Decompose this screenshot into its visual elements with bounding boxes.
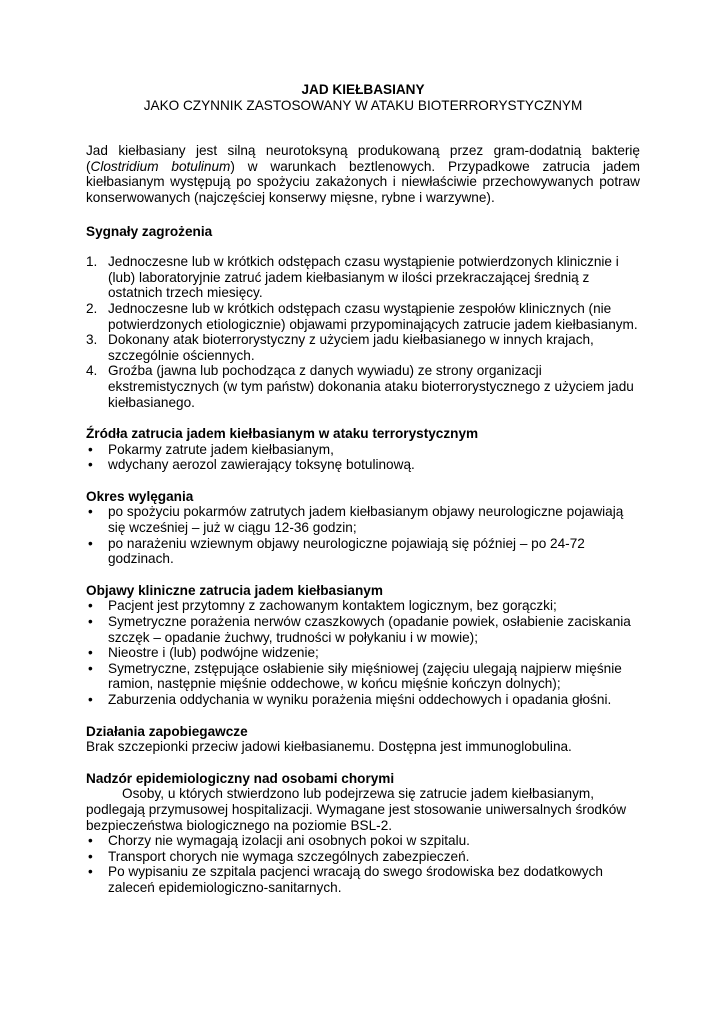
prevention-paragraph: Brak szczepionki przeciw jadowi kiełbasianemu. Dostępna jest immunoglobulina. bbox=[86, 739, 572, 755]
section-heading-incubation: Okres wylęgania bbox=[86, 488, 194, 504]
list-item bbox=[86, 536, 640, 567]
list-item bbox=[86, 833, 640, 849]
bullet-icon: • bbox=[88, 457, 93, 473]
section-heading-prevention: Działania zapobiegawcze bbox=[86, 723, 248, 739]
list-item-text: Symetryczne, zstępujące osłabienie siły mięśniowej (zajęciu ulegają najpierw mięśnie ramion, następnie mięśnie oddechowe, w końcu mięśnie kończyn dolnych); bbox=[108, 660, 622, 692]
section-heading-sources: Źródła zatrucia jadem kiełbasianym w ataku terrorystycznym bbox=[86, 426, 479, 442]
bullet-icon: • bbox=[88, 848, 93, 864]
list-number: 3. bbox=[86, 332, 98, 348]
section-heading-symptoms: Objawy kliniczne zatrucia jadem kiełbasianym bbox=[86, 582, 383, 598]
list-item-text: Groźba (jawna lub pochodząca z danych wywiadu) ze strony organizacji ekstremistycznych (w tym państw) dokonania ataku bioterrorystycznego z użyciem jadu kiełbasianego. bbox=[108, 363, 634, 410]
list-item bbox=[86, 332, 640, 363]
bullet-icon: • bbox=[88, 864, 93, 880]
list-item bbox=[86, 457, 640, 473]
section-heading-warning-signs: Sygnały zagrożenia bbox=[86, 223, 213, 239]
sources-list bbox=[86, 442, 640, 473]
list-item-text: Transport chorych nie wymaga szczególnych zabezpieczeń. bbox=[108, 848, 470, 864]
bullet-icon: • bbox=[88, 504, 93, 520]
list-item-text: Pokarmy zatrute jadem kiełbasianym, bbox=[108, 441, 334, 457]
list-item bbox=[86, 504, 640, 535]
list-item-text: Jednoczesne lub w krótkich odstępach czasu wystąpienie zespołów klinicznych (nie potwierdzonych etiologicznie) objawami przypominających zatrucie jadem kiełbasianym. bbox=[108, 300, 638, 332]
list-item bbox=[86, 598, 640, 614]
list-item bbox=[86, 442, 640, 458]
bullet-icon: • bbox=[88, 833, 93, 849]
surveillance-paragraph: Osoby, u których stwierdzono lub podejrzewa się zatrucie jadem kiełbasianym, podlegają przymusowej hospitalizacji. Wymagane jest stosowanie uniwersalnych środków bezpieczeństwa biologicznego na poziomie BSL-2. bbox=[86, 786, 627, 833]
list-item bbox=[86, 692, 640, 708]
list-item-text: Nieostre i (lub) podwójne widzenie; bbox=[108, 645, 319, 661]
document-subtitle: JAKO CZYNNIK ZASTOSOWANY W ATAKU BIOTERRORYSTYCZNYM bbox=[143, 97, 583, 113]
bullet-icon: • bbox=[88, 598, 93, 614]
intro-paragraph bbox=[86, 143, 640, 205]
document-title: JAD KIEŁBASIANY bbox=[301, 82, 425, 97]
list-number: 4. bbox=[86, 363, 98, 379]
list-item-text: Po wypisaniu ze szpitala pacjenci wracają do swego środowiska bez dodatkowych zaleceń epidemiologiczno-sanitarnych. bbox=[108, 864, 603, 895]
incubation-list bbox=[86, 504, 640, 566]
list-item bbox=[86, 849, 640, 865]
intro-species-name: Clostridium botulinum bbox=[90, 158, 231, 174]
list-item-text: wdychany aerozol zawierający toksynę botulinową. bbox=[108, 457, 415, 473]
list-item bbox=[86, 363, 640, 410]
surveillance-list bbox=[86, 833, 640, 895]
section-heading-surveillance: Nadzór epidemiologiczny nad osobami chorymi bbox=[86, 770, 395, 786]
list-item-text: Symetryczne porażenia nerwów czaszkowych (opadanie powiek, osłabienie zaciskania szczęk – opadanie żuchwy, trudności w połykaniu i w mowie); bbox=[108, 614, 631, 645]
intro-text-start: Jad kiełbasiany jest silną neurotoksyną produkowaną przez gram-dodatnią bakterię ( bbox=[86, 143, 640, 174]
bullet-icon: • bbox=[88, 660, 93, 676]
symptoms-list bbox=[86, 598, 640, 707]
bullet-icon: • bbox=[88, 645, 93, 661]
bullet-icon: • bbox=[88, 692, 93, 707]
list-number: 2. bbox=[86, 300, 98, 316]
list-item bbox=[86, 864, 640, 895]
document-page bbox=[86, 82, 640, 896]
list-item-text: po narażeniu wziewnym objawy neurologiczne pojawiają się później – po 24-72 godzinach. bbox=[108, 535, 585, 567]
list-item bbox=[86, 254, 640, 301]
list-item-text: Chorzy nie wymagają izolacji ani osobnych pokoi w szpitalu. bbox=[108, 833, 470, 849]
list-item-text: Zaburzenia oddychania w wyniku porażenia mięśni oddechowych i opadania głośni. bbox=[108, 692, 612, 707]
intro-text-end: ) w warunkach beztlenowych. Przypadkowe zatrucia jadem kiełbasianym występują po spożyciu zakażonych i niewłaściwie przechowywanych potraw konserwowanych (najczęściej konserwy mięsne, rybne i warzywne). bbox=[86, 158, 640, 205]
list-item bbox=[86, 661, 640, 692]
warning-signs-list bbox=[86, 254, 640, 410]
list-item-text: Pacjent jest przytomny z zachowanym kontaktem logicznym, bez gorączki; bbox=[108, 598, 557, 614]
list-item bbox=[86, 614, 640, 645]
list-number: 1. bbox=[86, 254, 98, 270]
list-item-text: po spożyciu pokarmów zatrutych jadem kiełbasianym objawy neurologiczne pojawiają się wcześniej – już w ciągu 12-36 godzin; bbox=[108, 504, 624, 536]
list-item bbox=[86, 645, 640, 661]
bullet-icon: • bbox=[88, 614, 93, 630]
list-item-text: Dokonany atak bioterrorystyczny z użyciem jadu kiełbasianego w innych krajach, szczególnie ościennych. bbox=[108, 332, 594, 363]
list-item bbox=[86, 301, 640, 332]
bullet-icon: • bbox=[88, 535, 93, 551]
list-item-text: Jednoczesne lub w krótkich odstępach czasu wystąpienie potwierdzonych klinicznie i (lub) laboratoryjnie zatruć jadem kiełbasianym w ilości przekraczającej średnią z ostatnich trzech miesięcy. bbox=[108, 254, 619, 301]
bullet-icon: • bbox=[88, 441, 93, 457]
